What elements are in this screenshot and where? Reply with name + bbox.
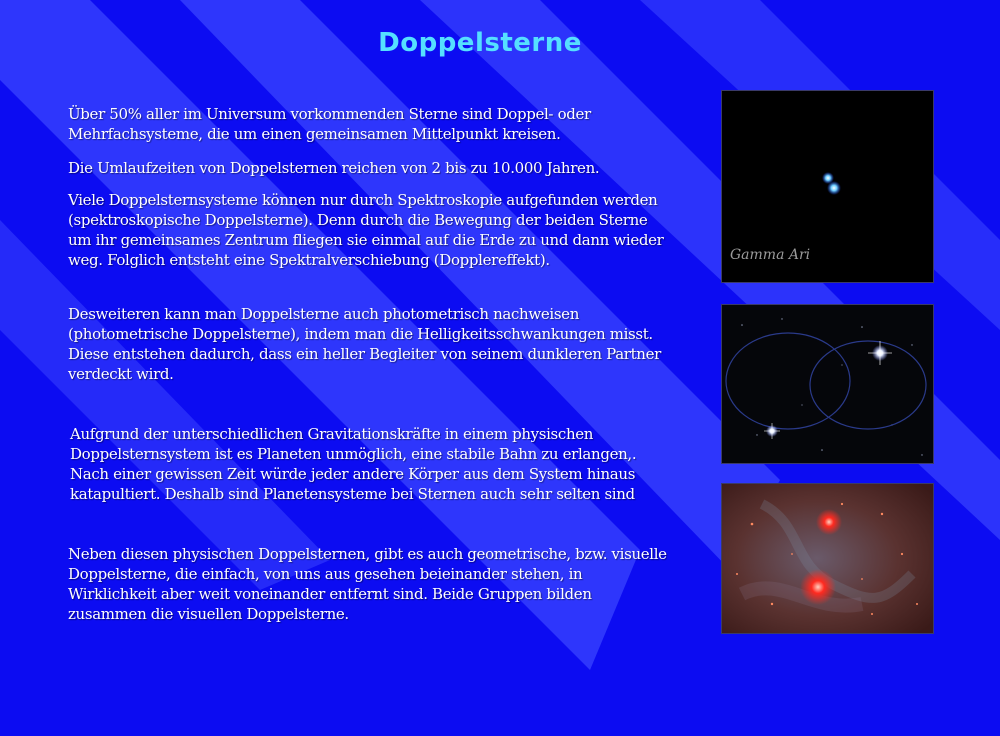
paragraph-intro: Über 50% aller im Universum vorkommenden Sterne sind Doppel- oder Mehrfachsysteme, die um einen gemeinsamen Mittelpunkt kreisen. xyxy=(68,105,591,143)
gamma-ari-photo xyxy=(721,90,934,283)
red-binary-nebula-photo xyxy=(721,483,934,634)
page-title: Doppelsterne xyxy=(378,28,582,58)
paragraph-visual-binaries: Neben diesen physischen Doppelsternen, gibt es auch geometrische, bzw. visuelle Doppelsterne, die einfach, von uns aus gesehen beieinander stehen, in Wirklichkeit aber weit voneinander entfernt sind. Beide Gruppen bilden zusammen die visuellen Doppelsterne. xyxy=(68,545,667,623)
paragraph-gravitation: Aufgrund der unterschiedlichen Gravitationskräfte in einem physischen Doppelsternsystem ist es Planeten unmöglich, eine stabile Bahn zu erlangen,. Nach einer gewissen Zeit würde jeder andere Körper aus dem System hinaus katapultiert. Deshalb sind Planetensysteme bei Sternen auch sehr selten sind xyxy=(70,425,637,503)
paragraph-photometric: Desweiteren kann man Doppelsterne auch photometrisch nachweisen (photometrische Doppelsterne), indem man die Helligkeitsschwankungen misst. Diese entstehen dadurch, dass ein heller Begleiter von seinem dunkleren Partner verdeckt wird. xyxy=(68,305,661,383)
binary-orbit-photo xyxy=(721,304,934,464)
paragraph-spectroscopic: Viele Doppelsternsysteme können nur durch Spektroskopie aufgefunden werden (spektroskopische Doppelsterne). Denn durch die Bewegung der beiden Sterne um ihr gemeinsames Zentrum fliegen sie einmal auf die Erde zu und dann wieder weg. Folglich entsteht eine Spektralverschiebung (Dopplereffekt). xyxy=(68,191,664,269)
gamma-ari-caption: Gamma Ari xyxy=(730,247,811,263)
paragraph-orbital-periods: Die Umlaufzeiten von Doppelsternen reichen von 2 bis zu 10.000 Jahren. xyxy=(68,159,600,177)
